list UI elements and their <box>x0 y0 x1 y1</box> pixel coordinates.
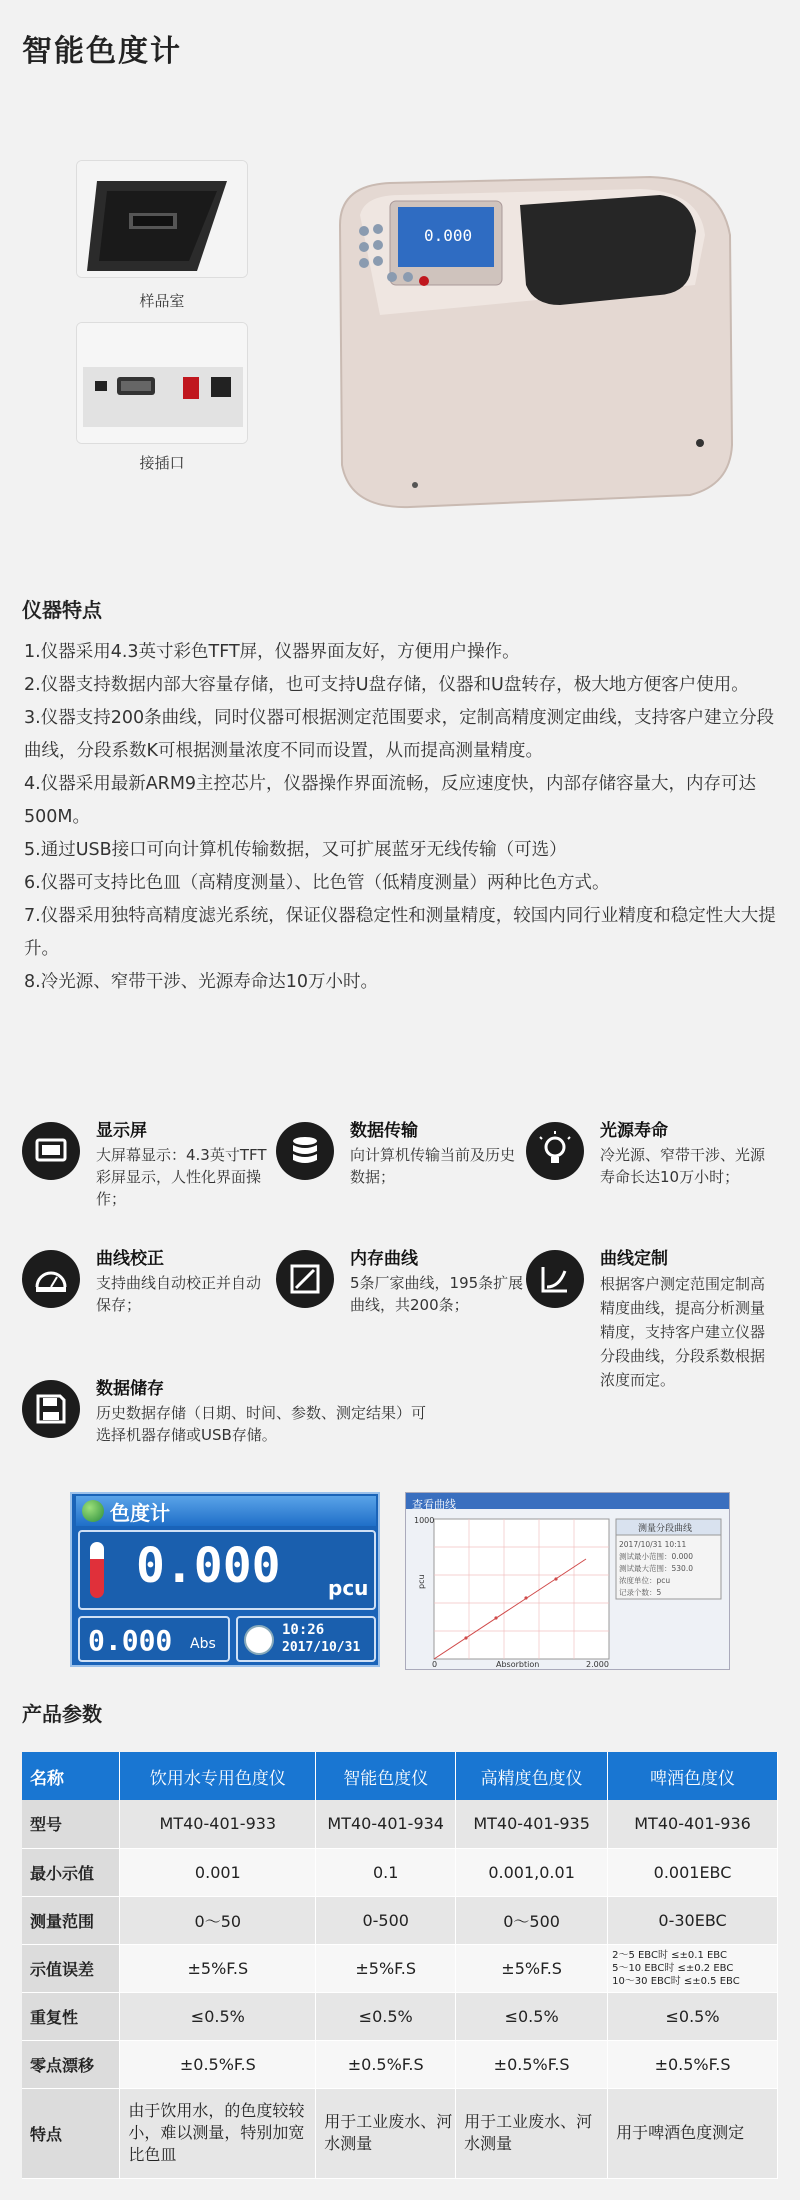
curve-box-icon <box>285 1259 325 1299</box>
header-cell: 饮用水专用色度仪 <box>120 1752 316 1800</box>
main-unit: pcu <box>328 1576 369 1600</box>
port-caption: 接插口 <box>139 454 185 472</box>
table-cell: ≤0.5% <box>316 1992 456 2040</box>
features-list <box>24 636 776 999</box>
table-cell: 0.001 <box>120 1848 316 1896</box>
table-cell: 用于工业废水、河水测量 <box>316 2088 456 2178</box>
table-cell: ±0.5%F.S <box>316 2040 456 2088</box>
table-cell: 由于饮用水，的色度较较小，难以测量，特别加宽比色皿 <box>120 2088 316 2178</box>
table-row <box>22 2040 778 2088</box>
feature-item: 4.仪器采用最新ARM9主控芯片，仪器操作界面流畅，反应速度快，内部存储容量大，内存可达500M。 <box>24 774 757 827</box>
abs-label: Abs <box>190 1636 216 1652</box>
feature-item: 8.冷光源、窄带干涉、光源寿命达10万小时。 <box>24 972 378 992</box>
table-row <box>22 1992 778 2040</box>
header-cell: 高精度色度仪 <box>456 1752 608 1800</box>
icon-feature-memory-curve: 内存曲线 5条厂家曲线，195条扩展曲线，共200条； <box>276 1244 526 1354</box>
table-cell: MT40-401-934 <box>316 1800 456 1848</box>
table-header-row <box>22 1752 778 1800</box>
row-label: 示值误差 <box>22 1944 120 1992</box>
header-cell: 名称 <box>22 1752 120 1800</box>
table-cell: ≤0.5% <box>608 1992 778 2040</box>
sample-chamber-photo <box>76 160 248 278</box>
icon-feature-data-storage: 数据储存 历史数据存储（日期、时间、参数、测定结果）可选择机器存储或USB存储。 <box>22 1374 482 1484</box>
table-cell: ±5%F.S <box>316 1944 456 1992</box>
table-cell: MT40-401-936 <box>608 1800 778 1848</box>
icon-feature-display: 显示屏 大屏幕显示：4.3英寸TFT彩屏显示，人性化界面操作； <box>22 1116 272 1226</box>
table-cell: ≤0.5% <box>120 1992 316 2040</box>
row-label: 重复性 <box>22 1992 120 2040</box>
table-cell: MT40-401-933 <box>120 1800 316 1848</box>
table-cell: ±0.5%F.S <box>120 2040 316 2088</box>
table-cell: ±5%F.S <box>120 1944 316 1992</box>
feature-item: 6.仪器可支持比色皿（高精度测量）、比色管（低精度测量）两种比色方式。 <box>24 873 610 893</box>
row-label: 测量范围 <box>22 1896 120 1944</box>
header-cell: 智能色度仪 <box>316 1752 456 1800</box>
panel-line: 测试最大范围：530.0 <box>619 1564 693 1573</box>
abs-value: 0.000 <box>88 1624 173 1657</box>
row-label: 零点漂移 <box>22 2040 120 2088</box>
table-cell: 用于工业废水、河水测量 <box>456 2088 608 2178</box>
icon-feature-data-transfer: 数据传输 向计算机传输当前及历史数据； <box>276 1116 526 1226</box>
table-cell: ±0.5%F.S <box>608 2040 778 2088</box>
table-cell: ±5%F.S <box>456 1944 608 1992</box>
ruler-icon <box>31 1259 71 1299</box>
table-cell: 0～500 <box>456 1896 608 1944</box>
icon-feature-curve-correction: 曲线校正 支持曲线自动校正并自动保存； <box>22 1244 272 1354</box>
x-label: Absorbtion <box>496 1660 540 1669</box>
port-photo <box>76 322 248 444</box>
database-icon <box>285 1131 325 1171</box>
main-screen-display <box>70 1492 380 1667</box>
panel-line: 浓度单位：pcu <box>619 1576 671 1585</box>
thermometer-icon <box>90 1542 104 1598</box>
table-cell: 0.1 <box>316 1848 456 1896</box>
feature-item: 5.通过USB接口可向计算机传输数据，又可扩展蓝牙无线传输（可选） <box>24 840 567 860</box>
globe-icon <box>82 1500 104 1522</box>
panel-line: 测试最小范围：0.000 <box>619 1552 693 1561</box>
feature-item: 2.仪器支持数据内部大容量存储，也可支持U盘存储，仪器和U盘转存，极大地方便客户使用。 <box>24 675 749 695</box>
table-row <box>22 1848 778 1896</box>
header-cell: 啤酒色度仪 <box>608 1752 778 1800</box>
date-text: 2017/10/31 <box>282 1640 361 1655</box>
feature-item: 7.仪器采用独特高精度滤光系统，保证仪器稳定性和测量精度，较国内同行业精度和稳定性大大提升。 <box>24 906 776 959</box>
table-cell: 0.001EBC <box>608 1848 778 1896</box>
table-cell: 用于啤酒色度测定 <box>608 2088 778 2178</box>
row-label: 最小示值 <box>22 1848 120 1896</box>
y-max: 1000 <box>414 1516 435 1525</box>
feature-item: 3.仪器支持200条曲线，同时仪器可根据测定范围要求，定制高精度测定曲线，支持客户建立分段曲线，分段系数K可根据测量浓度不同而设置，从而提高测量精度。 <box>24 708 775 761</box>
table-cell: 0-30EBC <box>608 1896 778 1944</box>
params-heading: 产品参数 <box>22 1702 102 1726</box>
table-cell: ±0.5%F.S <box>456 2040 608 2088</box>
table-cell: 0-500 <box>316 1896 456 1944</box>
sample-chamber-caption: 样品室 <box>139 292 185 310</box>
icon-feature-light-source: 光源寿命 冷光源、窄带干涉、光源寿命长达10万小时； <box>526 1116 776 1226</box>
screen-title: 色度计 <box>110 1500 170 1525</box>
y-label: pcu <box>417 1574 426 1589</box>
feature-item: 1.仪器采用4.3英寸彩色TFT屏，仪器界面友好，方便用户操作。 <box>24 642 520 662</box>
row-label: 特点 <box>22 2088 120 2178</box>
table-cell: 0.001,0.01 <box>456 1848 608 1896</box>
table-row <box>22 1896 778 1944</box>
curve-screen-display <box>405 1492 730 1670</box>
x-max: 2.000 <box>586 1660 609 1669</box>
row-label: 型号 <box>22 1800 120 1848</box>
custom-curve-icon <box>535 1259 575 1299</box>
panel-title: 测量分段曲线 <box>638 1524 693 1534</box>
page-title: 智能色度计 <box>22 34 182 69</box>
curve-screen-title: 查看曲线 <box>412 1498 456 1511</box>
panel-line: 2017/10/31 10:11 <box>619 1540 687 1549</box>
params-table <box>22 1752 778 2179</box>
icon-feature-custom-curve: 曲线定制 根据客户测定范围定制高精度曲线，提高分析测量精度，支持客户建立仪器分段曲线，分段系数根据浓度而定。 <box>526 1244 776 1384</box>
table-row <box>22 1944 778 1992</box>
features-heading: 仪器特点 <box>22 598 102 622</box>
table-cell: MT40-401-935 <box>456 1800 608 1848</box>
colorimeter-device-photo <box>320 165 740 515</box>
table-cell: 0～50 <box>120 1896 316 1944</box>
floppy-icon <box>31 1389 71 1429</box>
table-row <box>22 2088 778 2178</box>
panel-line: 记录个数：5 <box>619 1588 662 1597</box>
device-screen-value: 0.000 <box>424 226 473 245</box>
lightbulb-icon <box>535 1131 575 1171</box>
table-row <box>22 1800 778 1848</box>
display-icon <box>31 1131 71 1171</box>
clock-icon <box>244 1625 274 1655</box>
time-text: 10:26 <box>282 1622 325 1638</box>
x-min: 0 <box>432 1660 438 1669</box>
table-cell: 2～5 EBC时 ≤±0.1 EBC 5～10 EBC时 ≤±0.2 EBC 10～30 EBC时 ≤±0.5 EBC <box>608 1944 778 1992</box>
main-value: 0.000 <box>136 1538 281 1594</box>
table-cell: ≤0.5% <box>456 1992 608 2040</box>
